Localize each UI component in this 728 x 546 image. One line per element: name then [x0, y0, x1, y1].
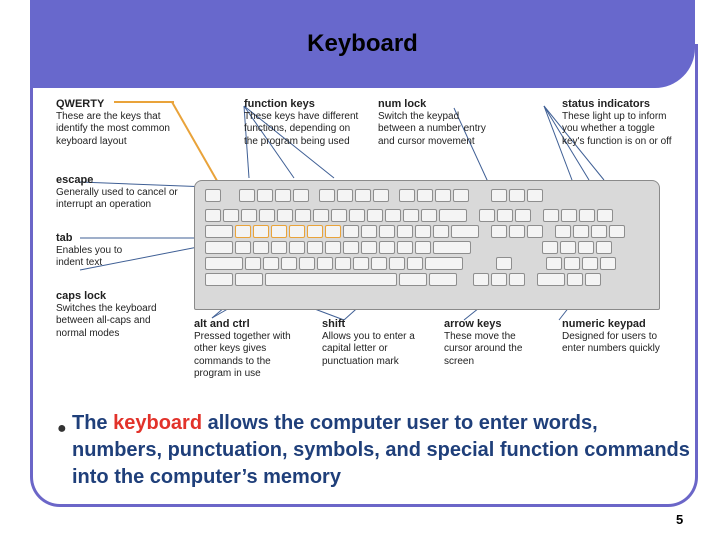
key — [307, 241, 323, 254]
keypad-key — [582, 257, 598, 270]
keypad-key — [560, 241, 576, 254]
status-indicators-heading: status indicators — [562, 98, 651, 110]
key — [325, 241, 341, 254]
f8-key — [373, 189, 389, 202]
key — [397, 225, 413, 238]
key — [361, 241, 377, 254]
arrow-keys-heading: arrow keys — [444, 318, 502, 330]
arrow-up-key — [496, 257, 512, 270]
key — [335, 257, 351, 270]
right-shift-key — [425, 257, 463, 270]
qwerty-heading: QWERTY — [56, 98, 105, 110]
key — [277, 209, 293, 222]
key — [299, 257, 315, 270]
key — [433, 225, 449, 238]
keypad-zero-key — [537, 273, 565, 286]
keypad-key — [600, 257, 616, 270]
keypad-key — [542, 241, 558, 254]
caps-lock-description: Switches the keyboard between all-caps and normal modes — [56, 302, 157, 339]
q-key — [235, 225, 251, 238]
f12-key — [453, 189, 469, 202]
key — [241, 209, 257, 222]
key-gap — [391, 189, 397, 202]
key — [385, 209, 401, 222]
key — [415, 225, 431, 238]
ctrl-key — [429, 273, 457, 286]
f6-key — [337, 189, 353, 202]
key-gap — [223, 189, 237, 202]
key — [397, 241, 413, 254]
function-keys-label — [244, 98, 362, 148]
alt-ctrl-label — [194, 318, 302, 381]
shift-label — [322, 318, 422, 368]
tab-label — [56, 232, 146, 270]
keypad-key — [578, 241, 594, 254]
keyboard-qwerty-row — [205, 225, 625, 238]
key-gap — [469, 209, 477, 222]
tab-heading: tab — [56, 232, 73, 244]
caps-lock-key — [205, 241, 233, 254]
keypad-key — [555, 225, 571, 238]
keyboard-function-row — [205, 189, 543, 202]
bullet-prefix: The — [72, 412, 114, 434]
key-gap — [473, 241, 540, 254]
f7-key — [355, 189, 371, 202]
key — [421, 209, 437, 222]
alt-ctrl-description: Pressed together with other keys gives commands to the program in use — [194, 330, 291, 379]
left-shift-key — [205, 257, 243, 270]
shift-heading: shift — [322, 318, 346, 330]
key — [271, 241, 287, 254]
key — [253, 241, 269, 254]
keypad-key — [585, 273, 601, 286]
key — [313, 209, 329, 222]
key-gap — [527, 273, 535, 286]
escape-description: Generally used to cancel or interrupt an operation — [56, 186, 178, 210]
keyboard-home-row — [205, 241, 612, 254]
print-screen-key — [491, 189, 507, 202]
key — [415, 241, 431, 254]
key — [343, 241, 359, 254]
scroll-lock-key — [509, 189, 525, 202]
key — [317, 257, 333, 270]
key-gap — [471, 189, 489, 202]
t-key — [307, 225, 323, 238]
key-gap — [545, 225, 553, 238]
bullet-text — [72, 410, 692, 491]
alt-ctrl-heading: alt and ctrl — [194, 318, 250, 330]
alt-key — [235, 273, 263, 286]
key — [353, 257, 369, 270]
key-gap — [481, 225, 489, 238]
page-up-key — [515, 209, 531, 222]
key — [289, 241, 305, 254]
bullet-rest: allows the computer user to enter words, numbers, punctuation, symbols, and special function commands into the computer’s memory — [72, 412, 690, 488]
caps-lock-label — [56, 290, 166, 340]
num-lock-heading: num lock — [378, 98, 427, 110]
key-gap — [514, 257, 544, 270]
caps-lock-heading: caps lock — [56, 290, 107, 302]
keyboard-shift-row — [205, 257, 616, 270]
key — [343, 225, 359, 238]
key — [349, 209, 365, 222]
function-keys-heading: function keys — [244, 98, 315, 110]
end-key — [509, 225, 525, 238]
key — [407, 257, 423, 270]
keyboard-diagram — [44, 88, 694, 398]
home-key — [497, 209, 513, 222]
keypad-key — [596, 241, 612, 254]
shift-description: Allows you to enter a capital letter or punctuation mark — [322, 330, 415, 367]
escape-heading: escape — [56, 174, 94, 186]
keypad-key — [573, 225, 589, 238]
backspace-key — [439, 209, 467, 222]
key — [263, 257, 279, 270]
key-gap — [533, 209, 541, 222]
key — [379, 225, 395, 238]
return-key — [433, 241, 471, 254]
insert-key — [479, 209, 495, 222]
keypad-key — [546, 257, 562, 270]
key — [205, 209, 221, 222]
escape-label — [56, 174, 181, 212]
arrow-right-key — [509, 273, 525, 286]
f2-key — [257, 189, 273, 202]
qwerty-label — [56, 98, 176, 148]
keyboard-number-row — [205, 209, 613, 222]
keypad-key — [579, 209, 595, 222]
r-key — [289, 225, 305, 238]
numeric-keypad-heading: numeric keypad — [562, 318, 646, 330]
qwerty-description: These are the keys that identify the most common keyboard layout — [56, 110, 170, 147]
key — [223, 209, 239, 222]
key — [281, 257, 297, 270]
w-key — [253, 225, 269, 238]
f5-key — [319, 189, 335, 202]
key — [379, 241, 395, 254]
keyboard-bottom-row — [205, 273, 601, 286]
y-key — [325, 225, 341, 238]
bullet-icon: ● — [57, 420, 67, 437]
slide-title: Keyboard — [307, 30, 418, 57]
tab-key — [205, 225, 233, 238]
key — [389, 257, 405, 270]
function-keys-description: These keys have different functions, depending on the program being used — [244, 110, 359, 147]
f10-key — [417, 189, 433, 202]
f4-key — [293, 189, 309, 202]
key-gap — [459, 273, 471, 286]
keypad-key — [597, 209, 613, 222]
keypad-key — [591, 225, 607, 238]
keypad-key — [567, 273, 583, 286]
key — [371, 257, 387, 270]
escape-key — [205, 189, 221, 202]
keyboard-illustration — [194, 180, 660, 310]
key — [295, 209, 311, 222]
f3-key — [275, 189, 291, 202]
status-indicators-description: These light up to inform you whether a toggle key's function is on or off — [562, 110, 672, 147]
key — [245, 257, 261, 270]
e-key — [271, 225, 287, 238]
space-bar — [265, 273, 397, 286]
key — [235, 241, 251, 254]
tab-description: Enables you to indent text — [56, 244, 123, 268]
f11-key — [435, 189, 451, 202]
enter-key — [451, 225, 479, 238]
key — [367, 209, 383, 222]
keypad-key — [564, 257, 580, 270]
key — [403, 209, 419, 222]
arrow-down-key — [491, 273, 507, 286]
f1-key — [239, 189, 255, 202]
numeric-keypad-description: Designed for users to enter numbers quickly — [562, 330, 660, 354]
key-gap — [465, 257, 494, 270]
page-down-key — [527, 225, 543, 238]
num-lock-description: Switch the keypad between a number entry and cursor movement — [378, 110, 486, 147]
alt-key — [399, 273, 427, 286]
keypad-key — [561, 209, 577, 222]
num-lock-key — [543, 209, 559, 222]
key-gap — [311, 189, 317, 202]
arrow-left-key — [473, 273, 489, 286]
num-lock-label — [378, 98, 490, 148]
bullet-keyword: keyboard — [113, 412, 203, 434]
keypad-key — [609, 225, 625, 238]
delete-key — [491, 225, 507, 238]
f9-key — [399, 189, 415, 202]
ctrl-key — [205, 273, 233, 286]
numeric-keypad-label — [562, 318, 662, 356]
key — [331, 209, 347, 222]
key — [259, 209, 275, 222]
page-number: 5 — [676, 512, 684, 527]
arrow-keys-label — [444, 318, 539, 368]
arrow-keys-description: These move the cursor around the screen — [444, 330, 523, 367]
pause-key — [527, 189, 543, 202]
key — [361, 225, 377, 238]
status-indicators-label — [562, 98, 678, 148]
